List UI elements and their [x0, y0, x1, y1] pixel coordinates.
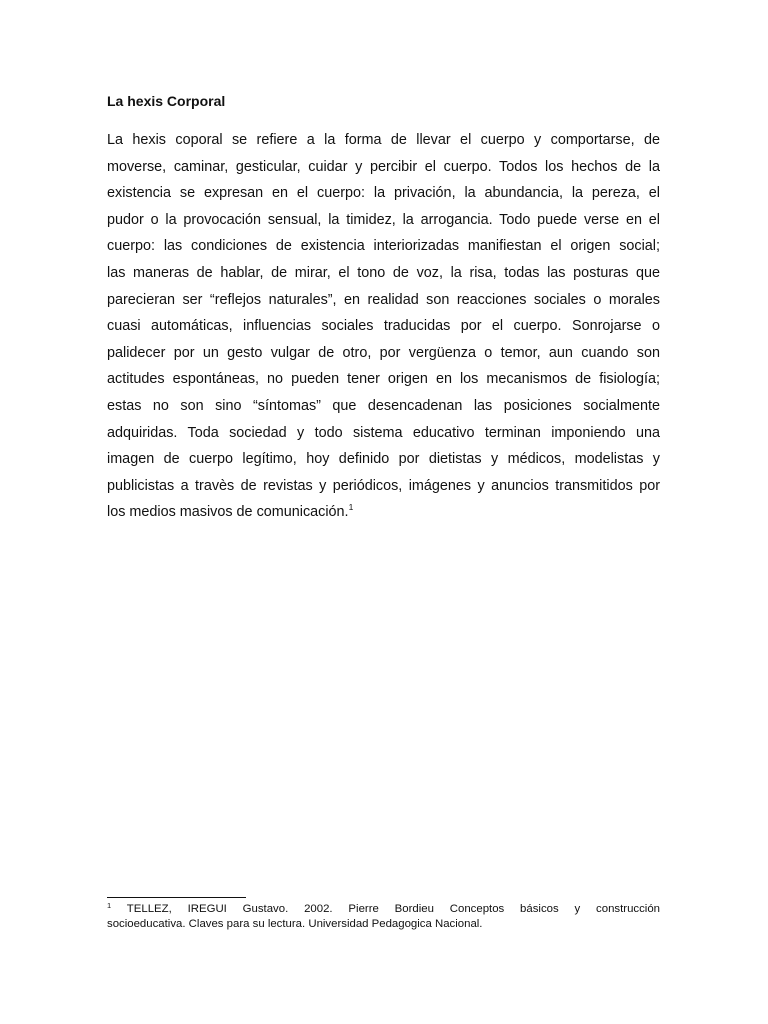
footnote-line: socioeducativa. Claves para su lectura. Universidad Pedagogica Nacional.: [107, 917, 483, 930]
footnote: [107, 902, 660, 931]
footnote-reference[interactable]: 1: [348, 502, 354, 513]
section-title: La hexis Corporal: [107, 93, 226, 109]
body-line: palidecer por un gesto vulgar de otro, por vergüenza o temor, aun cuando son: [107, 344, 660, 361]
body-line: imagen de cuerpo legítimo, hoy definido por dietistas y médicos, modelistas y: [107, 451, 660, 468]
footnote-text-1: TELLEZ, IREGUI Gustavo. 2002. Pierre Bordieu Conceptos básicos y construcción: [111, 903, 660, 915]
body-paragraph: [107, 127, 660, 526]
body-line: existencia se expresan en el cuerpo: la privación, la abundancia, la pereza, el: [107, 185, 660, 202]
body-line: La hexis coporal se refiere a la forma de llevar el cuerpo y comportarse, de: [107, 132, 660, 148]
body-line: publicistas a travès de revistas y periódicos, imágenes y anuncios transmitidos por: [107, 477, 660, 494]
body-line-text: los medios masivos de comunicación.: [107, 504, 349, 521]
body-line: las maneras de hablar, de mirar, el tono de voz, la risa, todas las posturas que: [107, 264, 660, 281]
body-line: cuerpo: las condiciones de existencia interiorizadas manifiestan el origen social;: [107, 238, 660, 255]
body-line: actitudes espontáneas, no pueden tener origen en los mecanismos de fisiología;: [107, 371, 660, 388]
footnote-mark: 1: [107, 901, 112, 910]
body-line: estas no son sino “síntomas” que desencadenan las posiciones socialmente: [107, 397, 660, 414]
body-line: parecieran ser “reflejos naturales”, en realidad son reacciones sociales o morales: [107, 291, 660, 308]
body-line: pudor o la provocación sensual, la timidez, la arrogancia. Todo puede verse en el: [107, 211, 660, 228]
body-line-last: [107, 499, 660, 526]
body-line: cuasi automáticas, influencias sociales traducidas por el cuerpo. Sonrojarse o: [107, 318, 660, 335]
body-line: adquiridas. Toda sociedad y todo sistema educativo terminan imponiendo una: [107, 424, 660, 441]
footnote-line: [107, 902, 660, 917]
body-line: moverse, caminar, gesticular, cuidar y percibir el cuerpo. Todos los hechos de la: [107, 158, 660, 175]
footnote-separator: [107, 897, 246, 898]
